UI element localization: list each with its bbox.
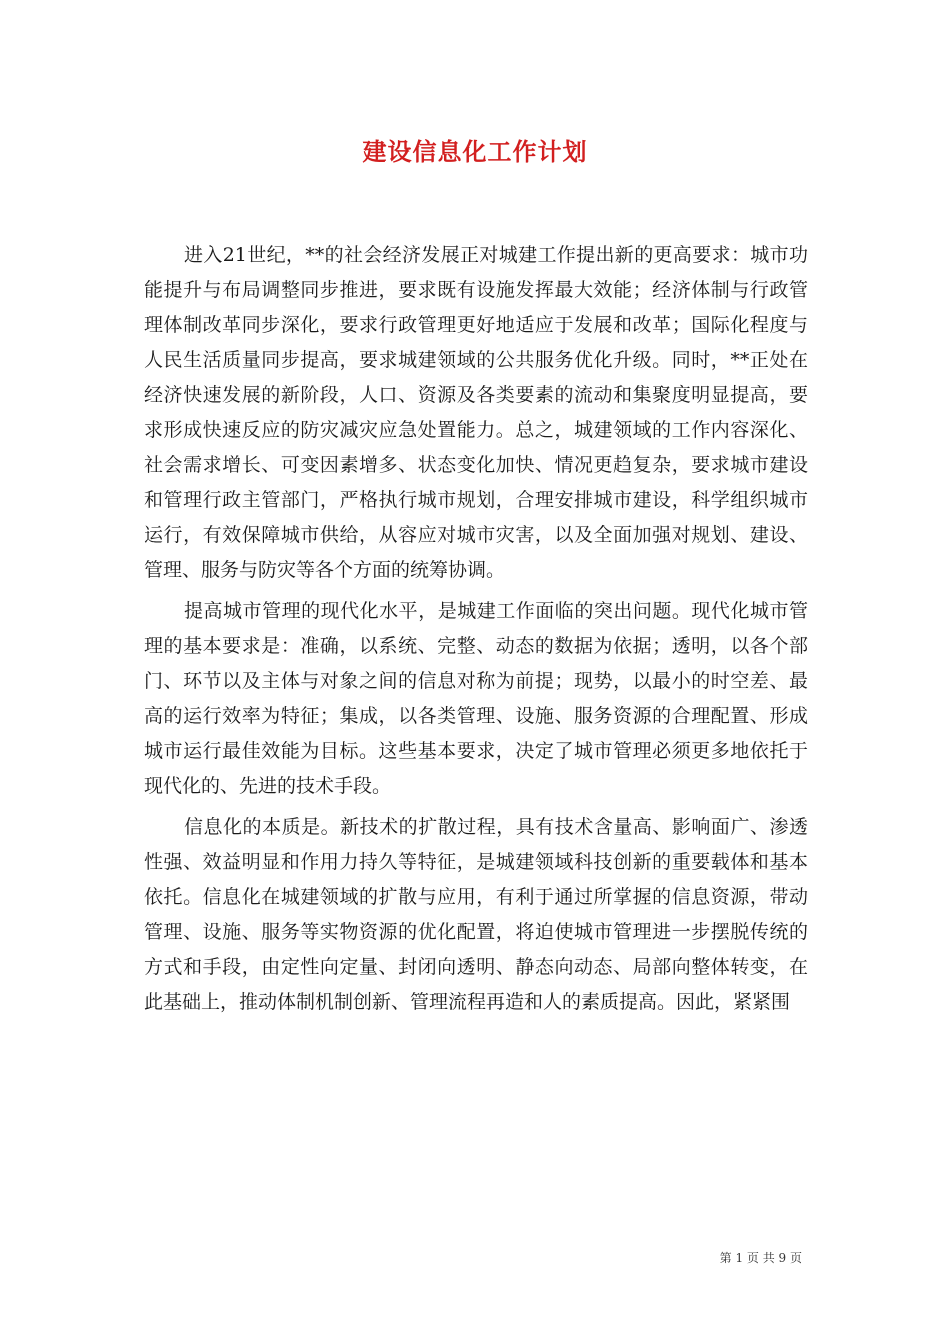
- paragraph-3: 信息化的本质是。新技术的扩散过程，具有技术含量高、影响面广、渗透性强、效益明显和作用力持久等特征，是城建领域科技创新的重要载体和基本依托。信息化在城建领域的扩散与应用，有利于通过所掌握的信息资源，带动管理、设施、服务等实物资源的优化配置，将迫使城市管理进一步摆脱传统的方式和手段，由定性向定量、封闭向透明、静态向动态、局部向整体转变，在此基础上，推动体制机制创新、管理流程再造和人的素质提高。因此，紧紧围: [144, 816, 808, 1013]
- page-number-footer: 第 1 页 共 9 页: [719, 1251, 802, 1265]
- paragraph-1: 进入21世纪，**的社会经济发展正对城建工作提出新的更高要求：城市功能提升与布局调整同步推进，要求既有设施发挥最大效能；经济体制与行政管理体制改革同步深化，要求行政管理更好地适应于发展和改革；国际化程度与人民生活质量同步提高，要求城建领域的公共服务优化升级。同时，**正处在经济快速发展的新阶段，人口、资源及各类要素的流动和集聚度明显提高，要求形成快速反应的防灾减灾应急处置能力。总之，城建领域的工作内容深化、社会需求增长、可变因素增多、状态变化加快、情况更趋复杂，要求城市建设和管理行政主管部门，严格执行城市规划，合理安排城市建设，科学组织城市运行，有效保障城市供给，从容应对城市灾害，以及全面加强对规划、建设、管理、服务与防灾等各个方面的统筹协调。: [144, 244, 808, 581]
- document-body: [144, 238, 808, 1026]
- paragraph-2: 提高城市管理的现代化水平，是城建工作面临的突出问题。现代化城市管理的基本要求是：准确，以系统、完整、动态的数据为依据；透明，以各个部门、环节以及主体与对象之间的信息对称为前提；现势，以最小的时空差、最高的运行效率为特征；集成，以各类管理、设施、服务资源的合理配置、形成城市运行最佳效能为目标。这些基本要求，决定了城市管理必须更多地依托于现代化的、先进的技术手段。: [144, 600, 808, 797]
- document-title: 建设信息化工作计划: [362, 138, 588, 166]
